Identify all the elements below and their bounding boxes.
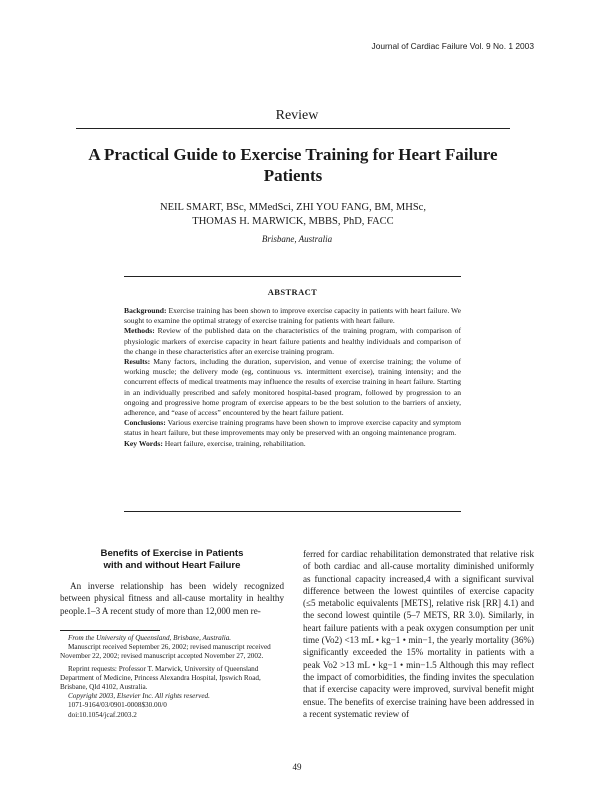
authors-line-2: THOMAS H. MARWICK, MBBS, PhD, FACC [192, 216, 394, 227]
footnote-doi: doi:10.1054/jcaf.2003.2 [68, 710, 137, 719]
section-heading-line-2: with and without Heart Failure [103, 560, 241, 571]
footnote-reprints: Reprint requests: Professor T. Marwick, University of Queensland Department of Medicine, Princess Alexandra Hospital, Ipswich Road, Brisbane, Qld 4102, Australia. [60, 664, 261, 692]
methods-label: Methods: [124, 326, 155, 336]
footnote-affiliation: From the University of Queensland, Brisbane, Australia. [68, 634, 232, 642]
abstract-methods [124, 326, 461, 357]
footnote-issn: 1071-9164/03/0901-0008$30.00/0 [68, 701, 167, 710]
abstract-top-rule [124, 276, 461, 277]
author-location: Brisbane, Australia [261, 234, 333, 244]
article-title: A Practical Guide to Exercise Training for Heart Failure Patients [88, 145, 498, 185]
header-rule [76, 128, 510, 129]
abstract-conclusions [124, 418, 461, 438]
section-label: Review [275, 108, 319, 123]
abstract-results [124, 357, 461, 418]
page-number: 49 [292, 762, 302, 772]
section-heading [60, 548, 284, 572]
abstract-keywords [124, 439, 461, 449]
abstract-background [124, 306, 461, 326]
footnote-rule [60, 630, 160, 631]
footnotes [60, 634, 284, 720]
section-heading-line-1: Benefits of Exercise in Patients [100, 548, 244, 559]
abstract-bottom-rule [124, 511, 461, 512]
footnote-copyright: Copyright 2003, Elsevier Inc. All rights reserved. [68, 692, 210, 701]
results-label: Results: [124, 357, 151, 367]
conclusions-label: Conclusions: [124, 418, 166, 428]
background-label: Background: [124, 306, 167, 315]
keywords-label: Key Words: [124, 438, 163, 448]
keywords-text: Heart failure, exercise, training, rehabilitation. [162, 438, 306, 448]
journal-header: Journal of Cardiac Failure Vol. 9 No. 1 2003 [371, 41, 534, 51]
footnote-received: Manuscript received September 26, 2002; revised manuscript received November 22, 2002; revised manuscript accepted November 27, 2002. [60, 643, 271, 661]
abstract-body [124, 306, 461, 449]
author-list [76, 201, 510, 229]
abstract-heading: ABSTRACT [267, 287, 318, 297]
right-column-text: ferred for cardiac rehabilitation demonstrated that relative risk of both cardiac and all-cause mortality diminished uniformly as functional capacity increased,4 with a significant survival difference between the lowest quintiles of exercise capacity (≤5 metabolic equivalents [METS], relative risk [RR] 4.1) and the second lowest quintile (5–7 METS, RR 3.0). Similarly, in heart failure patients with a peak oxygen consumption per unit time (Vo2) <13 mL • kg−1 • min−1, the yearly mortality (36%) significantly exceeded the 15% mortality in patients with a peak Vo2 >13 mL • kg−1 • min−1.5 Although this may reflect the impact of comorbidities, the finding invites the speculation that if exercise capacity were improved, survival benefit might ensue. The benefits of exercise training have been addressed in a recent systematic review of [303, 549, 534, 719]
methods-text: Review of the published data on the characteristics of the training program, with comparison of physiologic markers of exercise capacity in heart failure patients and healthy individuals and comparison of the change in these characteristics after an exercise training program. [124, 326, 461, 356]
background-text: Exercise training has been shown to improve exercise capacity in patients with heart failure. We sought to examine the optimal strategy of exercise training for patients with heart failure. [124, 306, 461, 326]
authors-line-1: NEIL SMART, BSc, MMedSci, ZHI YOU FANG, BM, MHSc, [160, 202, 426, 213]
conclusions-text: Various exercise training programs have been shown to improve exercise capacity and symptom status in heart failure, but these improvements may only be preserved with an ongoing maintenance program. [124, 418, 461, 438]
intro-paragraph: An inverse relationship has been widely recognized between physical fitness and all-cause mortality in healthy people.1–3 A recent study of more than 12,000 men re- [60, 581, 284, 616]
results-text: Many factors, including the duration, supervision, and venue of exercise training; the volume of working muscle; the delivery mode (eg, continuous vs. intermittent exercise), training intensity; and the concurrent effects of medical treatments may influence the results of exercise training in heart failure. Starting in an individually prescribed and safely monitored hospital-based program, followed by progression to an ongoing and progressive home program of exercise appears to be the best solution to the barriers of anxiety, adherence, and “ease of access” encountered by the heart failure patient. [124, 357, 461, 418]
